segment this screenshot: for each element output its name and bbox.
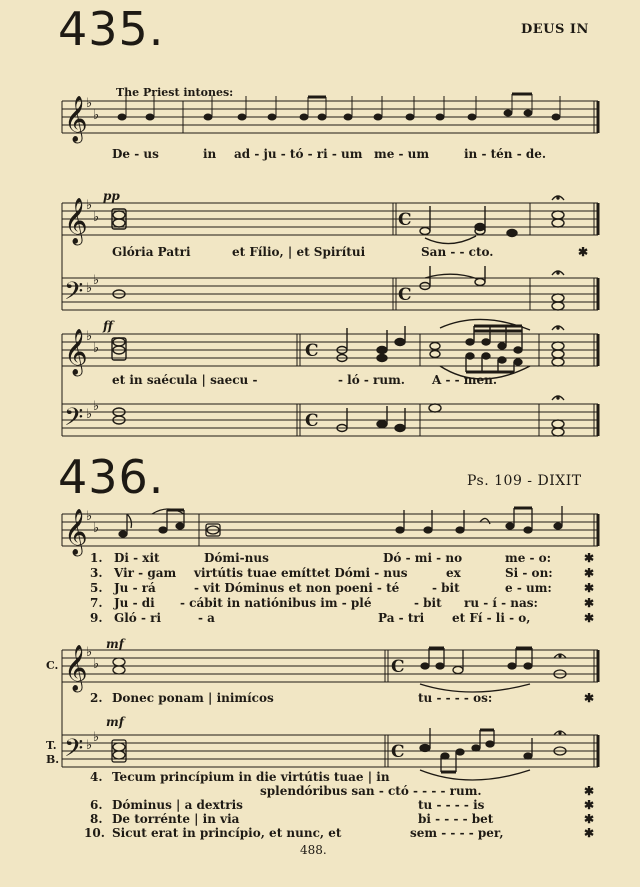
- verse-text: Gló - ri: [114, 611, 162, 625]
- lyric-1-c: ad - ju - tó - ri - um: [234, 147, 363, 161]
- verse-end: Pa - tri: [378, 611, 425, 625]
- svg-text:♭: ♭: [93, 399, 100, 414]
- verses-a: [0, 551, 640, 626]
- verse-text: Ju - rá: [114, 581, 156, 595]
- verse-mid: - cábit in natiónibus im - plé: [180, 596, 372, 610]
- lyric-line-2: [0, 245, 640, 261]
- staff-2-bass: [62, 278, 598, 310]
- verse-mid: Dómi-nus: [204, 551, 269, 565]
- svg-text:♭: ♭: [93, 730, 100, 745]
- lyric-3-b: - ló - rum.: [338, 373, 405, 387]
- verse-6: [0, 798, 640, 812]
- svg-text:♭: ♭: [86, 645, 93, 660]
- page-number: 488.: [300, 843, 327, 857]
- svg-text:♭: ♭: [86, 281, 93, 296]
- voice-label-tb: T. B.: [46, 739, 60, 766]
- verse-text: De torrénte | in via: [112, 812, 240, 826]
- verse-number: 1.: [90, 551, 103, 565]
- verse-star: ✱: [584, 826, 595, 840]
- key-signature-flats: [86, 96, 99, 753]
- svg-text:♭: ♭: [86, 96, 93, 111]
- verse-star: ✱: [584, 596, 595, 610]
- verse-end: - bit: [414, 596, 442, 610]
- treble-clef-2: 𝄞: [64, 198, 88, 244]
- svg-text:♭: ♭: [86, 509, 93, 524]
- verse-7: [0, 596, 640, 611]
- verse-text: Donec ponam | inimícos: [112, 691, 274, 705]
- verse-text: Dóminus | a dextris: [112, 798, 243, 812]
- verse-star: ✱: [584, 611, 595, 625]
- verse-star: ✱: [584, 581, 595, 595]
- treble-clef-1: 𝄞: [64, 96, 88, 142]
- svg-text:C: C: [305, 411, 319, 431]
- staff-3-bass: [62, 404, 598, 436]
- verse-2: [0, 691, 640, 707]
- verse-end: - bit: [432, 581, 460, 595]
- verse-number: 9.: [90, 611, 103, 625]
- lyric-1-e: in - tén - de.: [464, 147, 547, 161]
- svg-text:♭: ♭: [86, 329, 93, 344]
- verse-3: [0, 566, 640, 581]
- staff-4: [62, 514, 598, 546]
- bass-clef-2: 𝄢: [64, 277, 84, 312]
- verse-text: Ju - di: [114, 596, 155, 610]
- verses-b: [0, 770, 640, 842]
- verse-end2: Si - on:: [505, 566, 553, 580]
- treble-clef-4: 𝄞: [64, 509, 88, 555]
- lyric-2-a: Glória Patri: [112, 245, 191, 259]
- svg-text:♭: ♭: [93, 341, 100, 356]
- dynamic-mf-bass: mf: [106, 715, 124, 729]
- svg-text:♭: ♭: [93, 210, 100, 225]
- hymn-436-title: Ps. 109 - DIXIT: [467, 473, 582, 489]
- svg-text:C: C: [398, 285, 412, 305]
- verse-8: [0, 812, 640, 826]
- verse-number: 10.: [84, 826, 105, 840]
- verse-text: Di - xit: [114, 551, 160, 565]
- lyric-1-d: me - um: [374, 147, 430, 161]
- svg-text:♭: ♭: [86, 407, 93, 422]
- verse-number: 2.: [90, 691, 103, 705]
- bass-clef-3: 𝄢: [64, 403, 84, 438]
- verse-text: Vir - gam: [114, 566, 177, 580]
- lyric-1-b: in: [203, 147, 217, 161]
- svg-text:C: C: [398, 210, 412, 230]
- verse-number: 4.: [90, 770, 103, 784]
- verse-number: 3.: [90, 566, 103, 580]
- verse-end2: et Fí - li - o,: [452, 611, 531, 625]
- verse-star: ✱: [584, 691, 595, 705]
- lyric-1-a: De - us: [112, 147, 159, 161]
- hymn-436-number: 436.: [58, 450, 165, 504]
- verse-text: splendóribus san - ctó - - - - rum.: [260, 784, 482, 798]
- dynamic-mf-treble: mf: [106, 637, 124, 651]
- svg-text:C: C: [305, 341, 319, 361]
- lyric-2-c: San - - cto.: [421, 245, 494, 259]
- bass-clef-5: 𝄢: [64, 734, 84, 769]
- verse-text: Tecum princípium in die virtútis tuae | in: [112, 770, 390, 784]
- verse-text: Sicut erat in princípio, et nunc, et: [112, 826, 342, 840]
- verse-end: sem - - - - per,: [410, 826, 504, 840]
- verse-end: tu - - - - os:: [418, 691, 493, 705]
- verse-number: 5.: [90, 581, 103, 595]
- verse-end: bi - - - - bet: [418, 812, 494, 826]
- lyric-2-b: et Fílio, | et Spirítui: [232, 245, 366, 259]
- verse-4: [0, 770, 640, 784]
- svg-text:♭: ♭: [93, 657, 100, 672]
- verse-star: ✱: [584, 784, 595, 798]
- treble-clef-5: 𝄞: [64, 645, 88, 691]
- verse-9: [0, 611, 640, 626]
- verse-star: ✱: [584, 812, 595, 826]
- verse-1: [0, 551, 640, 566]
- verse-star: ✱: [584, 566, 595, 580]
- staff-5-treble: [62, 650, 598, 767]
- svg-text:C: C: [391, 657, 405, 677]
- svg-text:C: C: [391, 742, 405, 762]
- notes-staff-1: [118, 94, 560, 120]
- verse-end: ex: [446, 566, 461, 580]
- lyric-3-c: A - - men.: [432, 373, 498, 387]
- lyric-3-a: et in saécula | saecu -: [112, 373, 258, 387]
- verse-number: 6.: [90, 798, 103, 812]
- verse-end2: me - o:: [505, 551, 552, 565]
- svg-text:♭: ♭: [93, 521, 100, 536]
- svg-text:♭: ♭: [86, 738, 93, 753]
- verse-star: ✱: [584, 798, 595, 812]
- svg-text:♭: ♭: [86, 198, 93, 213]
- verse-mid: virtútis tuae emíttet Dómi - nus: [194, 566, 408, 580]
- lyric-2-star: ✱: [578, 245, 589, 259]
- voice-label-c: C.: [46, 659, 59, 672]
- verse-10: [0, 826, 640, 840]
- lyric-line-1: [0, 147, 640, 163]
- notes-staff-5: [112, 648, 566, 780]
- verse-end: Dó - mi - no: [383, 551, 463, 565]
- verse-5: [0, 581, 640, 596]
- verse-number: 8.: [90, 812, 103, 826]
- staff-5-bass: [62, 735, 598, 767]
- verse-mid: - a: [198, 611, 215, 625]
- verse-number: 7.: [90, 596, 103, 610]
- dynamic-pp: pp: [103, 189, 120, 203]
- hymn-435-number: 435.: [58, 2, 165, 56]
- svg-text:♭: ♭: [93, 273, 100, 288]
- verse-end2: ru - í - nas:: [464, 596, 538, 610]
- verse-mid: - vit Dóminus et non poeni - té: [194, 581, 400, 595]
- verse-end: tu - - - - is: [418, 798, 485, 812]
- treble-clef-3: 𝄞: [64, 329, 88, 375]
- verse-4-cont: [0, 784, 640, 798]
- dynamic-ff: ff: [103, 319, 113, 333]
- hymn-435-title: DEUS IN: [521, 22, 589, 37]
- verse-star: ✱: [584, 551, 595, 565]
- staff-1: [62, 101, 598, 133]
- intro-text: The Priest intones:: [116, 86, 234, 99]
- svg-text:♭: ♭: [93, 108, 100, 123]
- verse-end2: e - um:: [505, 581, 552, 595]
- lyric-line-3: [0, 373, 640, 389]
